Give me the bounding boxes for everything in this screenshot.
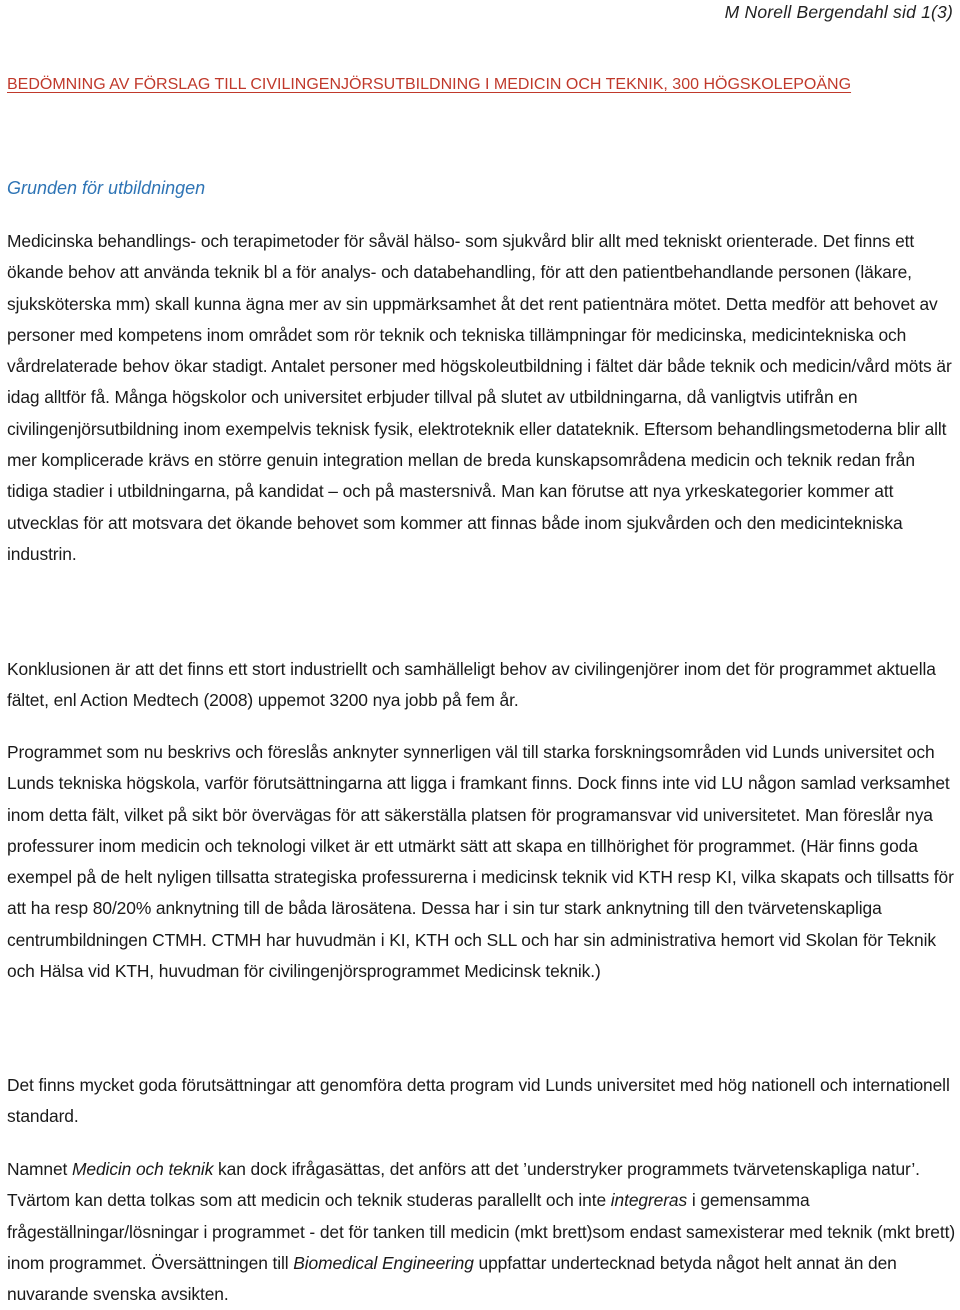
paragraph-research-connection: Programmet som nu beskrivs och föreslås anknyter synnerligen väl till starka forskningsområden vid Lunds universitet och Lunds tekniska högskola, varför förutsättningarna att ligga i framkant finns. Dock finns inte vid LU någon samlad verksamhet inom detta fält, vilket på sikt bör övervägas för att säkerställa platsen för programansvar vid universitetet. Man föreslår nya professurer inom medicin och teknologi vilket är ett utmärkt sätt att skapa en tillhörighet för programmet. (Här finns goda exempel på de helt nyligen tillsatta strategiska professurerna i medicinsk teknik vid KTH resp KI, vilka skapats och tillsatts för att ha resp 80/20% anknytning till de båda lärosätena. Dessa har i sin tur stark anknytning till den tvärvetenskapliga centrumbildningen CTMH. CTMH har huvudmän i KI, KTH och SLL och har sin administrativa hemort vid Skolan för Teknik och Hälsa vid KTH, huvudman för civilingenjörsprogrammet Medicinsk teknik.) xyxy=(7,742,954,982)
paragraph-conclusion: Konklusionen är att det finns ett stort industriellt och samhälleligt behov av civilingenjörer inom det för programmet aktuella fältet, enl Action Medtech (2008) uppemot 3200 nya jobb på fem år. xyxy=(7,659,936,711)
page-header-info: M Norell Bergendahl sid 1(3) xyxy=(724,2,953,22)
text-span: Namnet xyxy=(7,1159,73,1179)
emphasis-program-name: Medicin och teknik xyxy=(72,1159,214,1179)
paragraph-prerequisites: Det finns mycket goda förutsättningar att genomföra detta program vid Lunds universitet med hög nationell och internationell standard. xyxy=(7,1075,950,1127)
text-span: uppfattar undertecknad betyda något helt annat än den nuvarande svenska avsikten. xyxy=(7,1252,897,1305)
text-span: kan dock ifrågasättas, det anförs att det ’understryker programmets tvärvetenskapliga natur’. Tvärtom kan detta tolkas som att medicin och teknik studeras parallellt och inte xyxy=(7,1159,920,1211)
emphasis-integreras: integreras xyxy=(610,1190,688,1211)
paragraph-program-name xyxy=(7,1154,955,1310)
document-title: BEDÖMNING AV FÖRSLAG TILL CIVILINGENJÖRSUTBILDNING I MEDICIN OCH TEKNIK, 300 HÖGSKOLEPOÄNG xyxy=(7,76,852,93)
emphasis-biomedical-engineering: Biomedical Engineering xyxy=(293,1252,474,1273)
paragraph-background: Medicinska behandlings- och terapimetoder för såväl hälso- som sjukvård blir allt med tekniskt orienterade. Det finns ett ökande behov att använda teknik bl a för analys- och databehandling, för att den patientbehandlande personen (läkare, sjuksköterska mm) skall kunna ägna mer av sin uppmärksamhet åt det rent patientnära mötet. Detta medför att behovet av personer med kompetens inom området som rör teknik och tekniska tillämpningar för medicinska, medicintekniska och vårdrelaterade behov ökar stadigt. Antalet personer med högskoleutbildning i fältet där både teknik och medicin/vård möts är idag alltför få. Många högskolor och universitet erbjuder tillval på slutet av utbildningarna, då vanligtvis utifrån en civilingenjörsutbildning inom exempelvis teknisk fysik, elektroteknik eller datateknik. Eftersom behandlingsmetoderna blir allt mer komplicerade krävs en större genuin integration mellan de breda kunskapsområdena medicin och teknik redan från tidiga stadier i utbildningarna, på kandidat – och på mastersnivå. Man kan förutse att nya yrkeskategorier kommer att utvecklas för att motsvara det ökande behovet som kommer att finnas både inom sjukvården och den medicintekniska industrin. xyxy=(7,231,952,564)
text-span: i gemensamma frågeställningar/lösningar i programmet - det för tanken till medicin (mkt brett)som endast samexisterar med teknik (mkt brett) inom programmet. Översättningen till xyxy=(7,1190,956,1273)
section-heading: Grunden för utbildningen xyxy=(7,178,206,198)
